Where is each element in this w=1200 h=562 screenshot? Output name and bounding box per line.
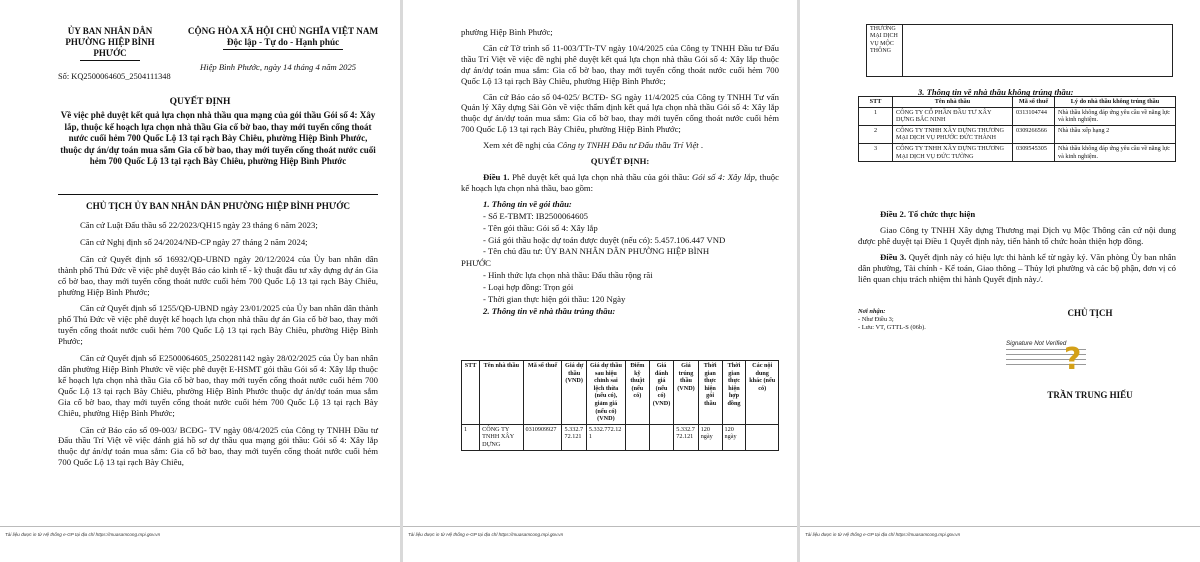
package-name: Gói số 4: Xây lắp bbox=[691, 171, 755, 182]
winning-bidder-table bbox=[461, 360, 779, 451]
column-header: STT bbox=[462, 361, 480, 425]
info-line: - Hình thức lựa chọn nhà thầu: Đấu thầu rộng rãi bbox=[483, 270, 653, 281]
signature-status: Signature Not Verified bbox=[1006, 340, 1067, 347]
nation-name: CỘNG HÒA XÃ HỘI CHỦ NGHĨA VIỆT NAM bbox=[187, 26, 379, 36]
signer-title: CHỦ TỊCH bbox=[1067, 308, 1113, 318]
cell: 120 ngày bbox=[698, 424, 722, 450]
info-line: - Tên gói thầu: Gói số 4: Xây lắp bbox=[483, 222, 598, 233]
authority-heading: CHỦ TỊCH ỦY BAN NHÂN DÂN PHƯỜNG HIỆP BÌNH PHƯỚC bbox=[86, 201, 350, 211]
article-3 bbox=[858, 252, 1176, 285]
table-row bbox=[859, 107, 1176, 125]
column-header: Điểm kỹ thuật (nếu có) bbox=[625, 361, 649, 425]
cell: 0313104744 bbox=[1013, 107, 1055, 125]
cell: 120 ngày bbox=[722, 424, 746, 450]
cell: CÔNG TY TNHH XÂY DỰNG bbox=[480, 424, 523, 450]
footer-rule bbox=[800, 526, 1200, 527]
table-row bbox=[859, 125, 1176, 143]
article-2-text: Giao Công ty TNHH Xây dựng Thương mại Dịch vụ Mộc Thông căn cứ nội dung được phê duyệt tại Điều 1 Quyết định này, tiến hành tổ chức hoàn thiện hợp đồng. bbox=[858, 224, 1176, 246]
document-number: Số: KQ2500064605_2504111348 bbox=[58, 72, 171, 81]
footer-rule bbox=[0, 526, 400, 527]
underline bbox=[223, 49, 343, 50]
info-line: - Thời gian thực hiện gói thầu: 120 Ngày bbox=[483, 294, 626, 305]
signer-name: TRẦN TRUNG HIẾU bbox=[1047, 390, 1133, 400]
cell: 5.332.772.121 bbox=[586, 424, 625, 450]
column-header: STT bbox=[859, 97, 893, 108]
basis-paragraph: Căn cứ Tờ trình số 11-003/TTr-TV ngày 10/4/2025 của Công ty TNHH Đầu tư Đấu thầu Trí Việt về việc đề nghị phê duyệt kết quả lựa chọn nhà thầu Gói số 4: Xây lắp thuộc dự án/dự toán mua sắm: Gia cố bờ bao, thay mới tuyến cống thoát nước cuối hẻm 700 Quốc Lộ 13 tại rạch Bày Chiêu, phường Hiệp Bình Phước; bbox=[461, 42, 779, 86]
cell: 0310909927 bbox=[523, 424, 562, 450]
cell: CÔNG TY TNHH XÂY DỰNG THƯƠNG MẠI DỊCH VỤ PHƯỚC ĐỨC THÀNH bbox=[893, 125, 1013, 143]
section-heading: 1. Thông tin về gói thầu: bbox=[483, 198, 572, 209]
decision-subject: Về việc phê duyệt kết quả lựa chọn nhà thầu qua mạng của gói thầu Gói số 4: Xây lắp, thuộc kế hoạch lựa chọn nhà thầu Gia cố bờ bao, thay mới tuyến cống thoát nước cuối hẻm 700 Quốc Lộ 13 tại rạch Bày Chiêu, phường Hiệp Bình Phước, thuộc dự án/dự toán mua sắm Gia cố bờ bao, thay mới tuyến cống thoát nước cuối hẻm 700 Quốc Lộ 13 tại rạch Bày Chiêu, phường Hiệp Bình Phước bbox=[60, 110, 376, 167]
recipients-label: Nơi nhận: bbox=[858, 308, 886, 315]
info-line: - Tên chủ đầu tư: ỦY BAN NHÂN DÂN PHƯỜNG HIỆP BÌNH bbox=[483, 246, 710, 257]
basis-paragraph: Căn cứ Quyết định số 16932/QĐ-UBND ngày 20/12/2024 của Ủy ban nhân dân thành phố Thủ Đức về việc phê duyệt Báo cáo kinh tế - kỹ thuật đầu tư xây dựng dự án Gia cố bờ bao, thay mới tuyến cống thoát nước cuối hẻm 700 Quốc Lộ 13 tại rạch Bày Chiêu, phường Hiệp Bình Phước; bbox=[58, 253, 378, 297]
page-footer: Tài liệu được in từ Hệ thống e-GP tại địa chỉ https://muasamcong.mpi.gov.vn bbox=[408, 532, 564, 537]
document-page-2 bbox=[403, 0, 797, 545]
recipients bbox=[858, 308, 926, 332]
recipient: - Lưu: VT, GTTL-S (06b). bbox=[858, 324, 926, 331]
info-line-wrap: PHƯỚC bbox=[461, 258, 491, 269]
legal-basis bbox=[58, 220, 378, 474]
basis-paragraph: Căn cứ Báo cáo số 04-025/ BCTĐ- SG ngày 11/4/2025 của Công ty TNHH Tư vấn Quản lý Xây dựng Sài Gòn về việc thẩm định kết quả lựa chọn nhà thầu Gói số 4: Xây lắp thuộc dự án/dự toán mua sắm: Gia cố bờ bao, thay mới tuyến cống thoát nước cuối hẻm 700 Quốc Lộ 13 tại rạch Bày Chiêu, phường Hiệp Bình Phước; bbox=[461, 91, 779, 135]
cell: Nhà thầu xếp hạng 2 bbox=[1055, 125, 1176, 143]
recipient: - Như Điều 3; bbox=[858, 316, 894, 323]
text: Quyết định này có hiệu lực thi hành kể từ ngày ký. Văn phòng Ủy ban nhân dân phường, Tài chính - Kế toán, Giao thông – Thủy lợi phường và các bộ phận, đơn vị có liên quan chịu trách nhiệm thi hành Quyết định này./. bbox=[858, 251, 1176, 284]
signature-details bbox=[1006, 349, 1106, 367]
package-info bbox=[461, 199, 779, 317]
cell bbox=[625, 424, 649, 450]
decision-title: QUYẾT ĐỊNH bbox=[169, 97, 231, 107]
cell: Nhà thầu không đáp ứng yêu cầu về năng lực và kinh nghiệm. bbox=[1055, 143, 1176, 161]
column-header: Giá đánh giá (nếu có) (VND) bbox=[649, 361, 673, 425]
articles-2-3 bbox=[858, 209, 1176, 289]
org-line-2: PHƯỜNG HIỆP BÌNH bbox=[65, 37, 155, 47]
cell: 1 bbox=[859, 107, 893, 125]
column-header: Thời gian thực hiện hợp đồng bbox=[722, 361, 746, 425]
issuing-authority bbox=[50, 26, 170, 61]
consideration-paragraph bbox=[461, 140, 779, 151]
cell: CÔNG TY CỔ PHẦN ĐẦU TƯ XÂY DỰNG BẮC NINH bbox=[893, 107, 1013, 125]
document-page-1 bbox=[0, 0, 400, 545]
cell: 1 bbox=[462, 424, 480, 450]
article-1 bbox=[461, 172, 779, 194]
consultant-name: Công ty TNHH Đầu tư Đấu thầu Trí Việt bbox=[557, 140, 699, 151]
question-mark-icon: ? bbox=[1064, 342, 1082, 377]
column-header: Các nội dung khác (nếu có) bbox=[746, 361, 779, 425]
column-header: Giá trúng thầu (VND) bbox=[674, 361, 698, 425]
cell: 5.332.772.121 bbox=[562, 424, 586, 450]
motto: Độc lập - Tự do - Hạnh phúc bbox=[226, 37, 340, 47]
divider bbox=[58, 194, 378, 195]
article-2-heading: Điều 2. Tổ chức thực hiện bbox=[880, 209, 976, 219]
column-header: Lý do nhà thầu không trúng thầu bbox=[1055, 97, 1176, 108]
cell: CÔNG TY TNHH XÂY DỰNG THƯƠNG MẠI DỊCH VỤ ĐỨC TƯỜNG bbox=[893, 143, 1013, 161]
cell bbox=[746, 424, 779, 450]
section-heading: 3. Thông tin về nhà thầu không trúng thầu: bbox=[918, 87, 1074, 97]
org-line-1: ỦY BAN NHÂN DÂN bbox=[67, 26, 153, 36]
cell: 5.332.772.121 bbox=[674, 424, 698, 450]
cell: 0309266566 bbox=[1013, 125, 1055, 143]
cell: 0309545305 bbox=[1013, 143, 1055, 161]
column-header: Mã số thuế bbox=[1013, 97, 1055, 108]
column-header: Giá dự thầu sau hiệu chỉnh sai lệch thừa (nếu có), giảm giá (nếu có) (VND) bbox=[586, 361, 625, 425]
footer-rule bbox=[403, 526, 797, 527]
column-header: Mã số thuế bbox=[523, 361, 562, 425]
cell: THƯƠNG MẠI DỊCH VỤ MỘC THÔNG bbox=[867, 25, 903, 77]
table-row bbox=[867, 25, 1173, 77]
place-date: Hiệp Bình Phước, ngày 14 tháng 4 năm 2025 bbox=[200, 62, 357, 72]
continuation-text: phường Hiệp Bình Phước; bbox=[461, 27, 553, 37]
digital-signature bbox=[1006, 340, 1106, 376]
table-continuation bbox=[866, 24, 1173, 77]
cell: Nhà thầu không đáp ứng yêu cầu về năng lực và kinh nghiệm. bbox=[1055, 107, 1176, 125]
info-line: - Số E-TBMT: IB2500064605 bbox=[483, 210, 589, 221]
column-header: Tên nhà thầu bbox=[480, 361, 523, 425]
underline bbox=[80, 60, 140, 61]
text: . bbox=[698, 140, 704, 151]
page2-body bbox=[461, 27, 779, 318]
basis-paragraph: Căn cứ Quyết định số E2500064605_2502281142 ngày 28/02/2025 của Ủy ban nhân dân phường Hiệp Bình Phước về việc phê duyệt E-HSMT gói thầu Gói số 4: Xây lắp thuộc kế hoạch lựa chọn nhà thầu Gia cố bờ bao, thay mới tuyến cống thoát nước cuối hẻm 700 Quốc Lộ 13 tại rạch Bày Chiêu, phường Hiệp Bình Phước thuộc dự án/dự toán mua sắm Gia cố bờ bao, thay mới tuyến cống thoát nước cuối hẻm 700 Quốc Lộ 13 tại rạch Bày Chiêu, phường Hiệp Bình Phước; bbox=[58, 353, 378, 418]
basis-paragraph: Căn cứ Nghị định số 24/2024/NĐ-CP ngày 27 tháng 2 năm 2024; bbox=[80, 236, 308, 247]
basis-paragraph: Căn cứ Quyết định số 1255/QĐ-UBND ngày 23/01/2025 của Ủy ban nhân dân thành phố Thủ Đức về việc phê duyệt kế hoạch lựa chọn nhà thầu dự án Gia cố bờ bao, thay mới tuyến cống thoát nước cuối hẻm 700 Quốc Lộ 13 tại rạch Bày Chiêu, phường Hiệp Bình Phước; bbox=[58, 303, 378, 347]
basis-paragraph: Căn cứ Luật Đấu thầu số 22/2023/QH15 ngày 23 tháng 6 năm 2023; bbox=[80, 220, 318, 230]
column-header: Tên nhà thầu bbox=[893, 97, 1013, 108]
text: Phê duyệt kết quả lựa chọn nhà thầu của gói thầu: bbox=[509, 171, 692, 182]
national-motto bbox=[178, 26, 388, 50]
losing-bidders-table bbox=[858, 96, 1176, 162]
page-footer: Tài liệu được in từ Hệ thống e-GP tại địa chỉ https://muasamcong.mpi.gov.vn bbox=[5, 532, 161, 537]
org-line-3: PHƯỚC bbox=[93, 48, 127, 58]
section-heading: 2. Thông tin về nhà thầu trúng thầu: bbox=[483, 305, 616, 316]
column-header: Giá dự thầu (VND) bbox=[562, 361, 586, 425]
basis-paragraph: Căn cứ Báo cáo số 09-003/ BCĐG- TV ngày 08/4/2025 của Công ty TNHH Đầu tư Đấu thầu Trí Việt về việc đánh giá hồ sơ dự thầu qua mạng gói thầu: Gói số 4: Xây lắp thuộc dự án/dự toán mua sắm: Gia cố bờ bao, thay mới tuyến cống thoát nước cuối hẻm 700 Quốc Lộ 13 tại rạch Bày Chiêu, bbox=[58, 424, 378, 468]
info-line: - Loại hợp đồng: Trọn gói bbox=[483, 282, 574, 293]
page-footer: Tài liệu được in từ Hệ thống e-GP tại địa chỉ https://muasamcong.mpi.gov.vn bbox=[805, 532, 961, 537]
table-header-row bbox=[462, 361, 779, 425]
decision-heading: QUYẾT ĐỊNH: bbox=[590, 156, 650, 167]
column-header: Thời gian thực hiện gói thầu bbox=[698, 361, 722, 425]
text: , thuộc kế hoạch lựa chọn nhà thầu, bao gồm: bbox=[461, 171, 779, 193]
cell: 3 bbox=[859, 143, 893, 161]
table-row bbox=[859, 143, 1176, 161]
table-row bbox=[462, 424, 779, 450]
cell: 2 bbox=[859, 125, 893, 143]
text: Xem xét đề nghị của bbox=[483, 140, 558, 151]
cell bbox=[649, 424, 673, 450]
info-line: - Giá gói thầu hoặc dự toán được duyệt (nếu có): 5.457.106.447 VND bbox=[483, 234, 726, 245]
article-label: Điều 1. bbox=[483, 171, 510, 182]
article-label: Điều 3. bbox=[880, 251, 907, 262]
table-header-row bbox=[859, 97, 1176, 108]
cell bbox=[903, 25, 1173, 77]
